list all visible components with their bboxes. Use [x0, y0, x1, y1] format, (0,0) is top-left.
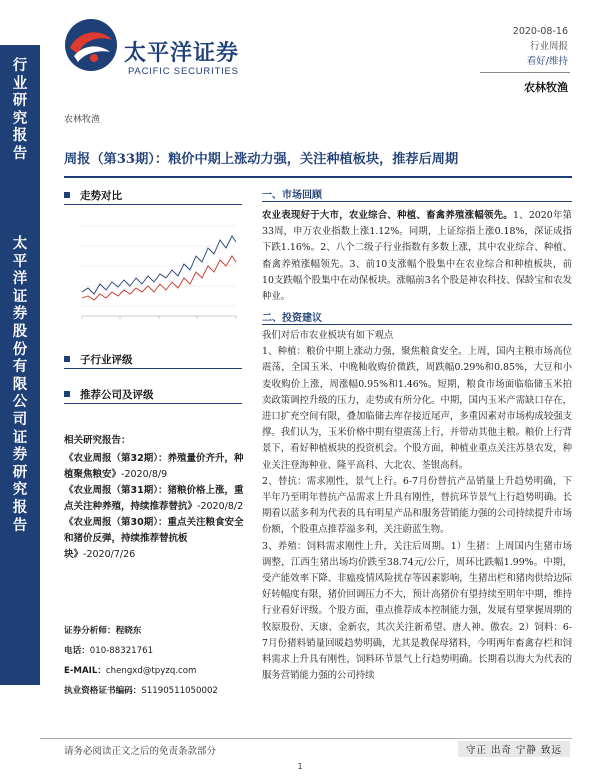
investment-breeding: 3、养殖：饲料需求刚性上升，关注后周期。1）生猪：上周国内生猪市场调整，江西生猪出场均价跌至38.74元/公斤，周环比跌幅1.99%。中期，受产能效率下降、非瘟疫情风险扰存等因素影响，生猪出栏和猪肉供给边际好转幅度有限，猪价回调压力不大，预计高猪价有望持续至明年中期，维持行业看好评级。个股方面，重点推荐成本控制能力强，发展有望掌握周期的牧原股份、天康、金新农，其次关注新希望、唐人神、傲农。2）饲料：6-7月份猪料销量回暖趋势明确，尤其是教保母猪料，今明两年畜禽存栏和饲料需求上升具有刚性，饲料环节景气上行趋势明确。长期看以海大为代表的服务营销能力强的公司持续 [262, 540, 572, 682]
email-link[interactable]: chengxd@tpyzq.com [105, 666, 197, 676]
recommend-divider [64, 403, 242, 404]
email-row: E-MAIL：chengxd@tpyzq.com [64, 666, 197, 676]
header-divider [480, 72, 570, 73]
trend-divider [64, 204, 242, 205]
page-number: 1 [297, 762, 303, 771]
bullet-square-icon [64, 192, 70, 198]
section-market-review-heading: 一、市场回顾 [262, 190, 322, 201]
section-investment-divider [262, 324, 572, 325]
sidebar-report-type: 行业研究报告 [12, 57, 28, 162]
chart-gridlines [82, 226, 236, 306]
report-type: 行业周报 [529, 41, 568, 52]
related-item[interactable]: 《农业周报（第31期）：猪粮价格上涨，重点关注种养殖，持续推荐替抗》-2020/8/2 [64, 485, 244, 512]
trend-chart [64, 212, 242, 332]
analyst-info [64, 621, 244, 701]
investment-text [262, 328, 572, 734]
sub-rating-divider [64, 368, 242, 369]
related-heading: 相关研究报告： [64, 435, 131, 446]
header-meta [513, 24, 568, 69]
sidebar-band [0, 45, 40, 685]
related-item[interactable]: 《农业周报（第32期）：养殖量价齐升，种植聚焦粮安》-2020/8/9 [64, 453, 244, 480]
related-item[interactable]: 《农业周报（第30期）：重点关注粮食安全和猪价反弹，持续推荐替抗板块》-2020/7/26 [64, 517, 244, 560]
investment-planting: 1、种植：粮价中期上涨动力强，聚焦粮食安全。上周，国内主粮市场高位震荡，全国玉米、中晚籼收购价微跌，周跌幅0.29%和0.85%，大豆和小麦收购价上涨，周涨幅0.95%和1.46%。短期，粮食市场面临临储玉米拍卖政策调控升级的压力，走势或有所分化。中期，国内玉米产需缺口存在，进口扩充空间有限，叠加临储去库存接近尾声，多重因素对市场构成较强支撑。我们认为，玉米价格中期有望震荡上行，并带动其他主粮。粮价上行背景下，看好种植板块的投资机会。个股方面，种植业重点关注苏垦农发，种业关注登海种业、隆平高科、大北农、荃银高科。 [262, 346, 572, 471]
investment-intro: 我们对后市农业板块有如下观点 [262, 330, 394, 341]
sub-rating-heading: 子行业评级 [64, 352, 133, 367]
disclaimer-note: 请务必阅读正文之后的免责条款部分 [64, 746, 217, 757]
chart-series-index [82, 256, 236, 300]
title-divider [64, 176, 572, 178]
sidebar-company: 太平洋证券股份有限公司证券研究报告 [12, 235, 28, 534]
report-date: 2020-08-16 [512, 26, 568, 37]
recommend-heading: 推荐公司及评级 [64, 387, 154, 402]
company-logo [64, 18, 118, 72]
sector-name: 农林牧渔 [524, 81, 568, 94]
section-investment-heading: 二、投资建议 [262, 313, 322, 324]
phone-row: 电话：010-88321761 [64, 646, 154, 656]
footer-divider [40, 738, 572, 739]
company-motto: 守正 出奇 宁静 致远 [458, 741, 570, 757]
analyst-row: 证券分析师：程晓东 [64, 626, 142, 636]
bullet-square-icon [64, 356, 70, 362]
section-market-review-divider [262, 201, 572, 202]
investment-antibiotic-substitute: 2、替抗：需求刚性，景气上行。6-7月份替抗产品销量上升趋势明确，下半年乃至明年替抗产品需求上升具有刚性，替抗环节景气上行趋势明确。长期看以蓝多利为代表的具有明星产品和服务营销能力强的公司持续提升市场份额，个股重点推荐溢多利，关注蔚蓝生物。 [262, 475, 572, 536]
page-title: 周报（第33期）：粮价中期上涨动力强，关注种植板块，推荐后周期 [64, 152, 459, 167]
trend-heading: 走势对比 [64, 188, 122, 203]
breadcrumb: 农林牧渔 [64, 115, 101, 125]
market-review-text: 农业表现好于大市，农业综合、种植、畜禽养殖涨幅领先。1、2020年第33周，申万农业指数上涨1.12%。同期，上证综指上涨0.18%，深证成指下跌1.16%。2、八个二级子行业指数有多数上涨，其中农业综合、种植、畜禽养殖涨幅领先。3、前10支涨幅个股集中在农业综合和种植板块，前10支跌幅个股集中在动保板块。涨幅前3名个股是神农科技、保龄宝和农发种业。 [262, 210, 572, 303]
license-row: 执业资格证书编码：S1190511050002 [64, 686, 218, 696]
logo-chinese: 太平洋证券 [124, 41, 240, 66]
chart-ticks [82, 316, 236, 319]
bullet-square-icon [64, 391, 70, 397]
logo-english: PACIFIC SECURITIES [128, 66, 239, 77]
related-reports [64, 433, 244, 563]
industry-rating: 看好/维持 [526, 56, 568, 67]
